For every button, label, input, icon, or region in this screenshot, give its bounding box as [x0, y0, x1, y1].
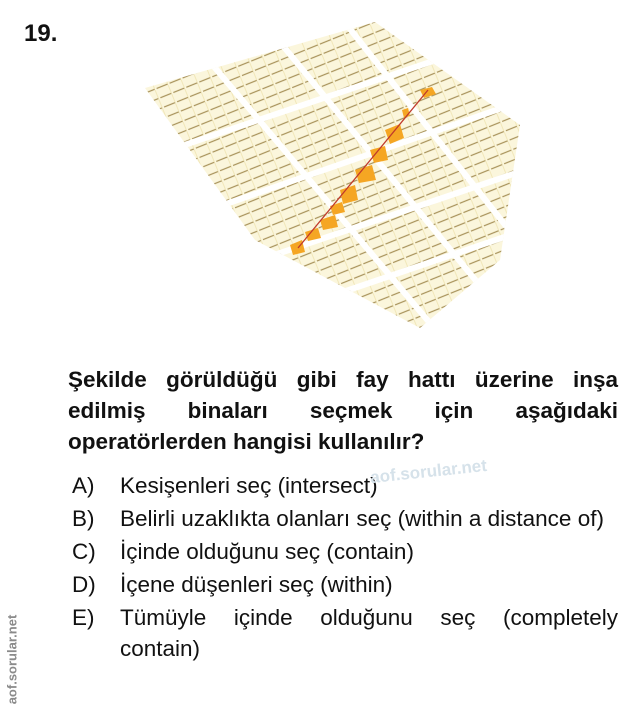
- option-d[interactable]: [72, 569, 618, 600]
- option-letter: C): [72, 539, 96, 564]
- question-number: 19.: [24, 20, 58, 47]
- option-text: İçinde olduğunu seç (contain): [120, 539, 414, 564]
- option-letter: A): [72, 473, 95, 498]
- question-text: Şekilde görüldüğü gibi fay hattı üzerine inşa edilmiş binaları seçmek için aşağıdaki operatörlerden hangisi kullanılır?: [68, 367, 618, 454]
- option-text: İçene düşenleri seç (within): [120, 572, 393, 597]
- city-map-figure: [140, 10, 525, 335]
- option-e[interactable]: [72, 602, 618, 664]
- option-text: Belirli uzaklıkta olanları seç (within a distance of): [120, 506, 604, 531]
- option-letter: D): [72, 572, 96, 597]
- option-c[interactable]: [72, 536, 618, 567]
- option-letter: E): [72, 605, 95, 630]
- watermark-inline: aof.sorular.net: [369, 455, 488, 488]
- watermark-side: aof.sorular.net: [4, 614, 20, 705]
- option-text: Tümüyle içinde olduğunu seç (completely contain): [120, 605, 618, 661]
- option-b[interactable]: [72, 503, 618, 534]
- option-letter: B): [72, 506, 95, 531]
- option-text: Kesişenleri seç (intersect): [120, 473, 378, 498]
- option-a[interactable]: [72, 470, 618, 501]
- answer-options: [72, 470, 618, 666]
